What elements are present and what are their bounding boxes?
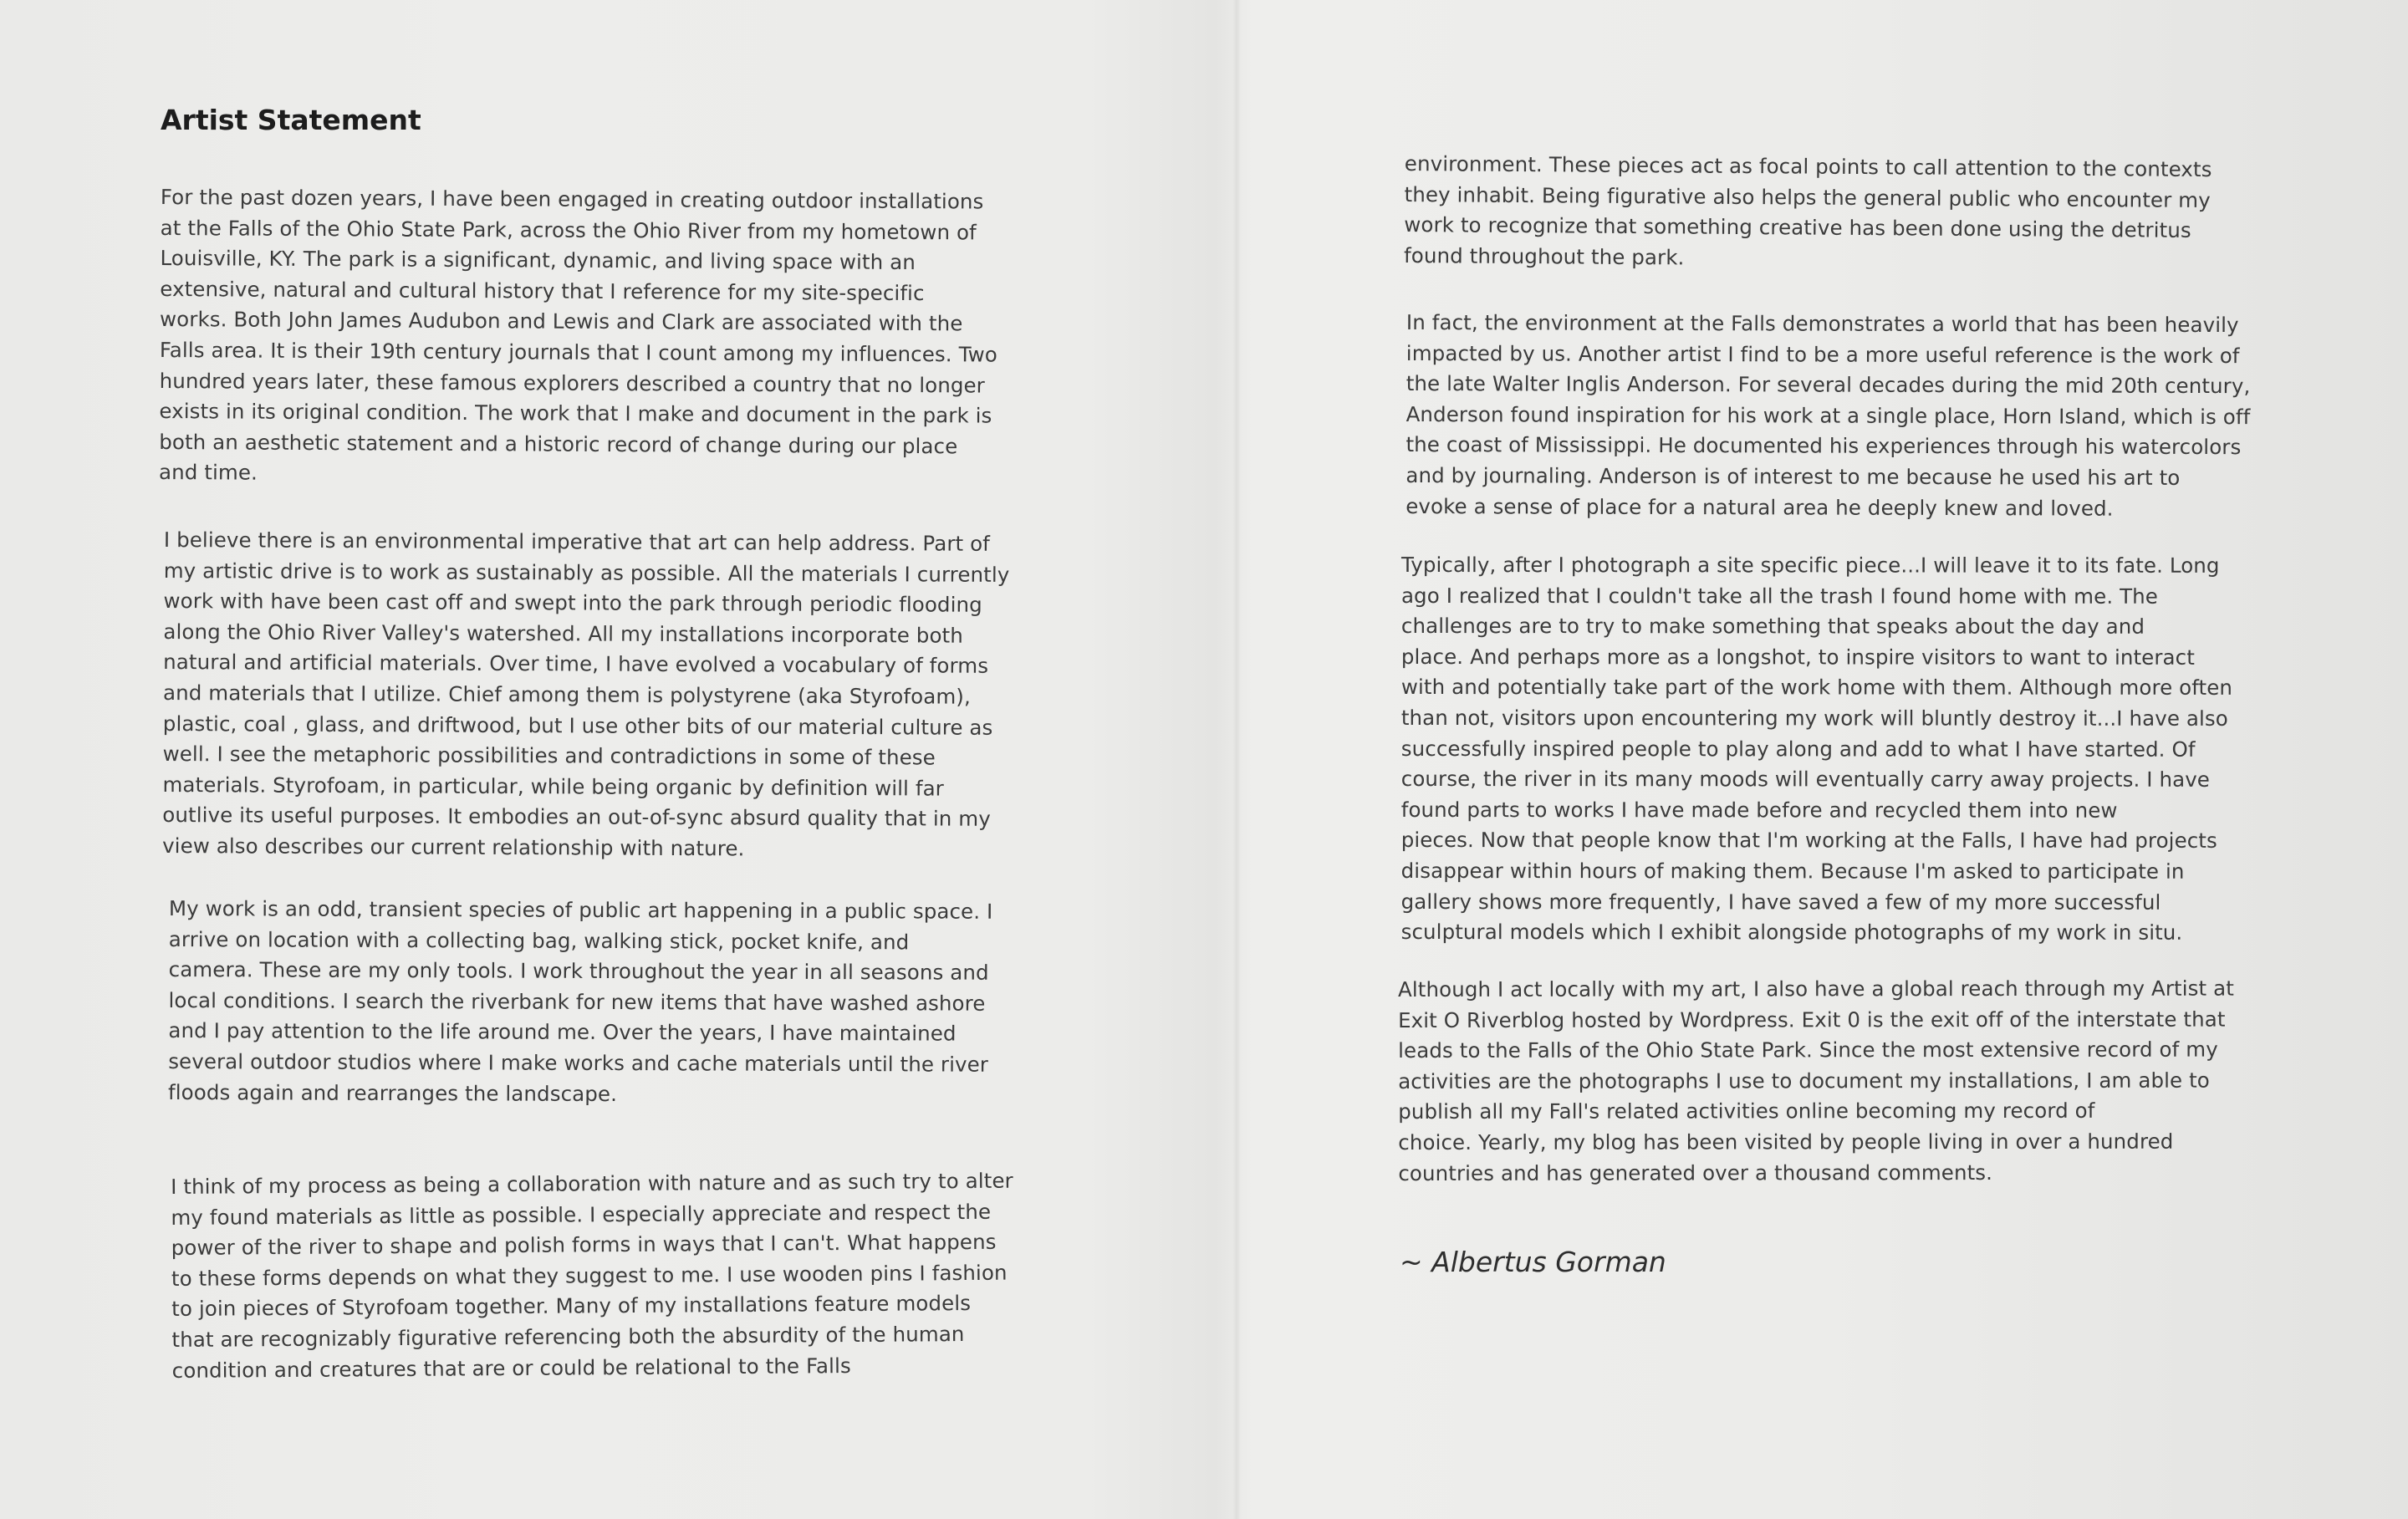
text-line: In fact, the environment at the Falls demonstrates a world that has been heavily (1406, 310, 2239, 338)
paragraph (171, 1166, 1014, 1387)
paragraph (1398, 974, 2234, 1190)
text-line: work to recognize that something creative has been done using the detritus (1404, 212, 2191, 243)
text-line: impacted by us. Another artist I find to be a more useful reference is the work of (1406, 340, 2240, 368)
text-line: pieces. Now that people know that I'm working at the Falls, I have had projects (1400, 828, 2217, 854)
text-line: For the past dozen years, I have been engaged in creating outdoor installations (160, 184, 984, 214)
text-line: I think of my process as being a collaboration with nature and as such try to alter (171, 1168, 1013, 1199)
text-line: My work is an odd, transient species of public art happening in a public space. I (168, 896, 993, 924)
paragraph (1404, 149, 2212, 277)
text-line: gallery shows more frequently, I have saved a few of my more successful (1400, 889, 2161, 915)
text-line: floods again and rearranges the landscape. (168, 1079, 618, 1106)
text-line: the late Walter Inglis Anderson. For several decades during the mid 20th century, (1406, 371, 2251, 399)
text-line: works. Both John James Audubon and Lewis and Clark are associated with the (160, 307, 963, 336)
text-line: found throughout the park. (1403, 242, 1685, 270)
text-line: camera. These are my only tools. I work throughout the year in all seasons and (168, 957, 989, 985)
text-line: to these forms depends on what they suggest to me. I use wooden pins I fashion (171, 1260, 1008, 1291)
text-line: and materials that I utilize. Chief among them is polystyrene (aka Styrofoam), (162, 680, 971, 709)
text-line: arrive on location with a collecting bag, walking stick, pocket knife, and (168, 926, 910, 954)
text-line: and by journaling. Anderson is of interest to me because he used his art to (1406, 462, 2181, 490)
text-line: environment. These pieces act as focal points to call attention to the contexts (1404, 150, 2212, 182)
page-title: Artist Statement (161, 104, 421, 136)
text-line: at the Falls of the Ohio State Park, across the Ohio River from my hometown of (160, 215, 977, 245)
text-line: I believe there is an environmental imperative that art can help address. Part of (163, 527, 991, 556)
paragraph (162, 525, 1010, 865)
text-line: several outdoor studios where I make works and cache materials until the river (168, 1048, 989, 1077)
text-line: that are recognizably figurative referencing both the absurdity of the human (171, 1322, 965, 1352)
text-line: ago I realized that I couldn't take all the trash I found home with me. The (1400, 583, 2158, 609)
text-line: place. And perhaps more as a longshot, to inspire visitors to want to interact (1400, 644, 2195, 670)
text-line: than not, visitors upon encountering my work will bluntly destroy it...I have also (1400, 705, 2228, 731)
text-line: Although I act locally with my art, I also have a global reach through my Artist at (1398, 976, 2234, 1002)
text-line: activities are the photographs I use to document my installations, I am able to (1398, 1068, 2210, 1093)
text-line: well. I see the metaphoric possibilities and contradictions in some of these (162, 742, 936, 770)
text-line: sculptural models which I exhibit alongside photographs of my work in situ. (1400, 920, 2183, 945)
text-line: local conditions. I search the riverbank for new items that have washed ashore (168, 987, 986, 1016)
paragraph (168, 894, 992, 1111)
text-line: plastic, coal , glass, and driftwood, but I use other bits of our material culture as (162, 711, 993, 740)
text-line: countries and has generated over a thousand comments. (1398, 1160, 1993, 1185)
text-line: Louisville, KY. The park is a significant, dynamic, and living space with an (160, 246, 916, 275)
signature: ~ Albertus Gorman (1400, 1246, 1666, 1278)
text-line: with and potentially take part of the work home with them. Although more often (1400, 675, 2233, 701)
text-line: evoke a sense of place for a natural area he deeply knew and loved. (1406, 493, 2114, 521)
text-line: challenges are to try to make something that speaks about the day and (1400, 614, 2145, 639)
text-line: along the Ohio River Valley's watershed. All my installations incorporate both (163, 619, 963, 648)
text-line: outlive its useful purposes. It embodies an out-of-sync absurd quality that in my (162, 803, 991, 832)
text-line: hundred years later, these famous explorers described a country that no longer (159, 368, 985, 398)
text-line: successfully inspired people to play along and add to what I have started. Of (1400, 736, 2196, 762)
text-line: they inhabit. Being figurative also helps the general public who encounter my (1404, 181, 2211, 212)
text-line: the coast of Mississippi. He documented his experiences through his watercolors (1406, 432, 2242, 460)
text-line: leads to the Falls of the Ohio State Park. Since the most extensive record of my (1398, 1037, 2218, 1063)
text-line: both an aesthetic statement and a historic record of change during our place (159, 429, 958, 459)
text-line: Anderson found inspiration for his work at a single place, Horn Island, which is off (1406, 401, 2251, 429)
text-line: and I pay attention to the life around me. Over the years, I have maintained (168, 1018, 957, 1046)
paragraph (159, 182, 998, 493)
text-line: course, the river in its many moods will eventually carry away projects. I have (1400, 767, 2210, 793)
text-line: choice. Yearly, my blog has been visited by people living in over a hundred (1398, 1129, 2174, 1155)
right-page (1239, 0, 2408, 1519)
text-line: extensive, natural and cultural history that I reference for my site-specific (160, 276, 925, 305)
text-line: to join pieces of Styrofoam together. Many of my installations feature models (171, 1291, 972, 1322)
text-line: publish all my Fall's related activities online becoming my record of (1398, 1098, 2095, 1124)
text-line: disappear within hours of making them. Because I'm asked to participate in (1400, 858, 2185, 884)
text-line: my found materials as little as possible. I especially appreciate and respect the (171, 1199, 992, 1230)
text-line: Typically, after I photograph a site specific piece...I will leave it to its fate. Long (1400, 553, 2220, 578)
text-line: found parts to works I have made before and recycled them into new (1400, 797, 2118, 823)
text-line: view also describes our current relationship with nature. (162, 833, 745, 861)
text-line: my artistic drive is to work as sustainably as possible. All the materials I currently (163, 558, 1010, 587)
text-line: Falls area. It is their 19th century journals that I count among my influences. Two (159, 337, 997, 367)
text-line: power of the river to shape and polish forms in ways that I can't. What happens (171, 1229, 997, 1261)
paragraph (1401, 550, 2233, 949)
text-line: exists in its original condition. The work that I make and document in the park is (159, 399, 992, 428)
text-line: and time. (158, 460, 258, 485)
text-line: condition and creatures that are or could be relational to the Falls (171, 1353, 851, 1383)
text-line: natural and artificial materials. Over time, I have evolved a vocabulary of forms (163, 650, 989, 679)
text-line: work with have been cast off and swept into the park through periodic flooding (163, 589, 982, 617)
text-line: Exit O Riverblog hosted by Wordpress. Exit 0 is the exit off of the interstate that (1398, 1007, 2226, 1032)
text-line: materials. Styrofoam, in particular, while being organic by definition will far (162, 772, 944, 801)
paragraph (1406, 308, 2251, 524)
